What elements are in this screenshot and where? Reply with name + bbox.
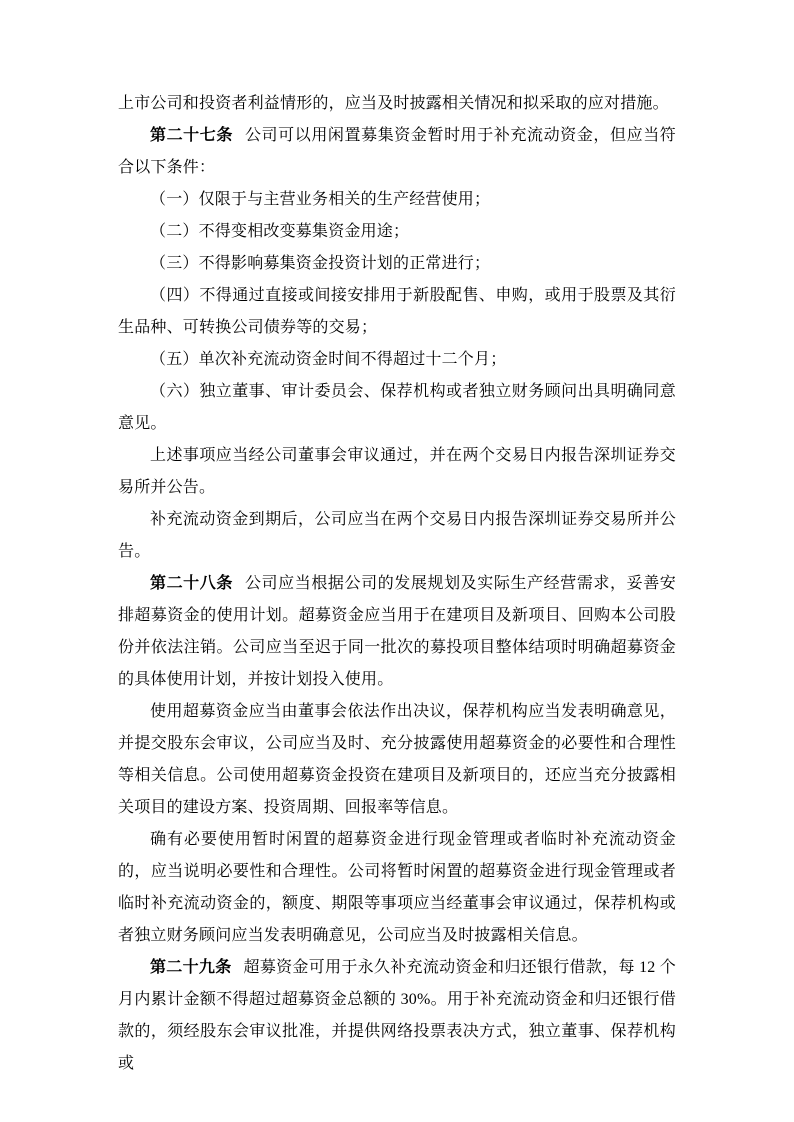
paragraph [118, 184, 676, 216]
paragraph [118, 696, 676, 824]
article-number: 第二十八条 [150, 575, 233, 592]
article-paragraph [118, 120, 676, 184]
paragraph-text: 公司应当根据公司的发展规划及实际生产经营需求，妥善安排超募资金的使用计划。超募资金应当用于在建项目及新项目、回购本公司股份并依法注销。公司应当至迟于同一批次的募投项目整体结项时明确超募资金的具体使用计划，并按计划投入使用。 [118, 575, 676, 688]
paragraph-text: 使用超募资金应当由董事会依法作出决议，保荐机构应当发表明确意见，并提交股东会审议，公司应当及时、充分披露使用超募资金的必要性和合理性等相关信息。公司使用超募资金投资在建项目及新项目的，还应当充分披露相关项目的建设方案、投资周期、回报率等信息。 [118, 703, 676, 816]
paragraph [118, 280, 676, 344]
paragraph-text: （四）不得通过直接或间接安排用于新股配售、申购，或用于股票及其衍生品种、可转换公司债券等的交易； [118, 287, 676, 336]
paragraph [118, 824, 676, 952]
paragraph [118, 344, 676, 376]
article-paragraph [118, 952, 676, 1080]
paragraph-text: 公司可以用闲置募集资金暂时用于补充流动资金，但应当符合以下条件： [118, 127, 676, 176]
paragraph [118, 216, 676, 248]
paragraph-text: （一）仅限于与主营业务相关的生产经营使用； [150, 191, 491, 208]
paragraph-text: （二）不得变相改变募集资金用途； [150, 223, 410, 240]
paragraph-text: 补充流动资金到期后，公司应当在两个交易日内报告深圳证券交易所并公告。 [118, 511, 676, 560]
paragraph-text: （五）单次补充流动资金时间不得超过十二个月； [150, 351, 507, 368]
paragraph [118, 376, 676, 440]
article-number: 第二十七条 [150, 127, 233, 144]
article-paragraph [118, 568, 676, 696]
paragraph-text: 上市公司和投资者利益情形的，应当及时披露相关情况和拟采取的应对措施。 [118, 95, 669, 112]
document-body [118, 88, 676, 1080]
paragraph [118, 440, 676, 504]
paragraph-text: （六）独立董事、审计委员会、保荐机构或者独立财务顾问出具明确同意意见。 [118, 383, 676, 432]
paragraph [118, 248, 676, 280]
paragraph-text: 上述事项应当经公司董事会审议通过，并在两个交易日内报告深圳证券交易所并公告。 [118, 447, 676, 496]
paragraph-text: 超募资金可用于永久补充流动资金和归还银行借款，每 12 个月内累计金额不得超过超募资金总额的 30%。用于补充流动资金和归还银行借款的，须经股东会审议批准，并提供网络投票表决方式，独立董事、保荐机构或 [118, 959, 676, 1072]
paragraph-text: 确有必要使用暂时闲置的超募资金进行现金管理或者临时补充流动资金的，应当说明必要性和合理性。公司将暂时闲置的超募资金进行现金管理或者临时补充流动资金的，额度、期限等事项应当经董事会审议通过，保荐机构或者独立财务顾问应当发表明确意见，公司应当及时披露相关信息。 [118, 831, 676, 944]
paragraph [118, 504, 676, 568]
paragraph [118, 88, 676, 120]
article-number: 第二十九条 [150, 959, 232, 976]
paragraph-text: （三）不得影响募集资金投资计划的正常进行； [150, 255, 491, 272]
